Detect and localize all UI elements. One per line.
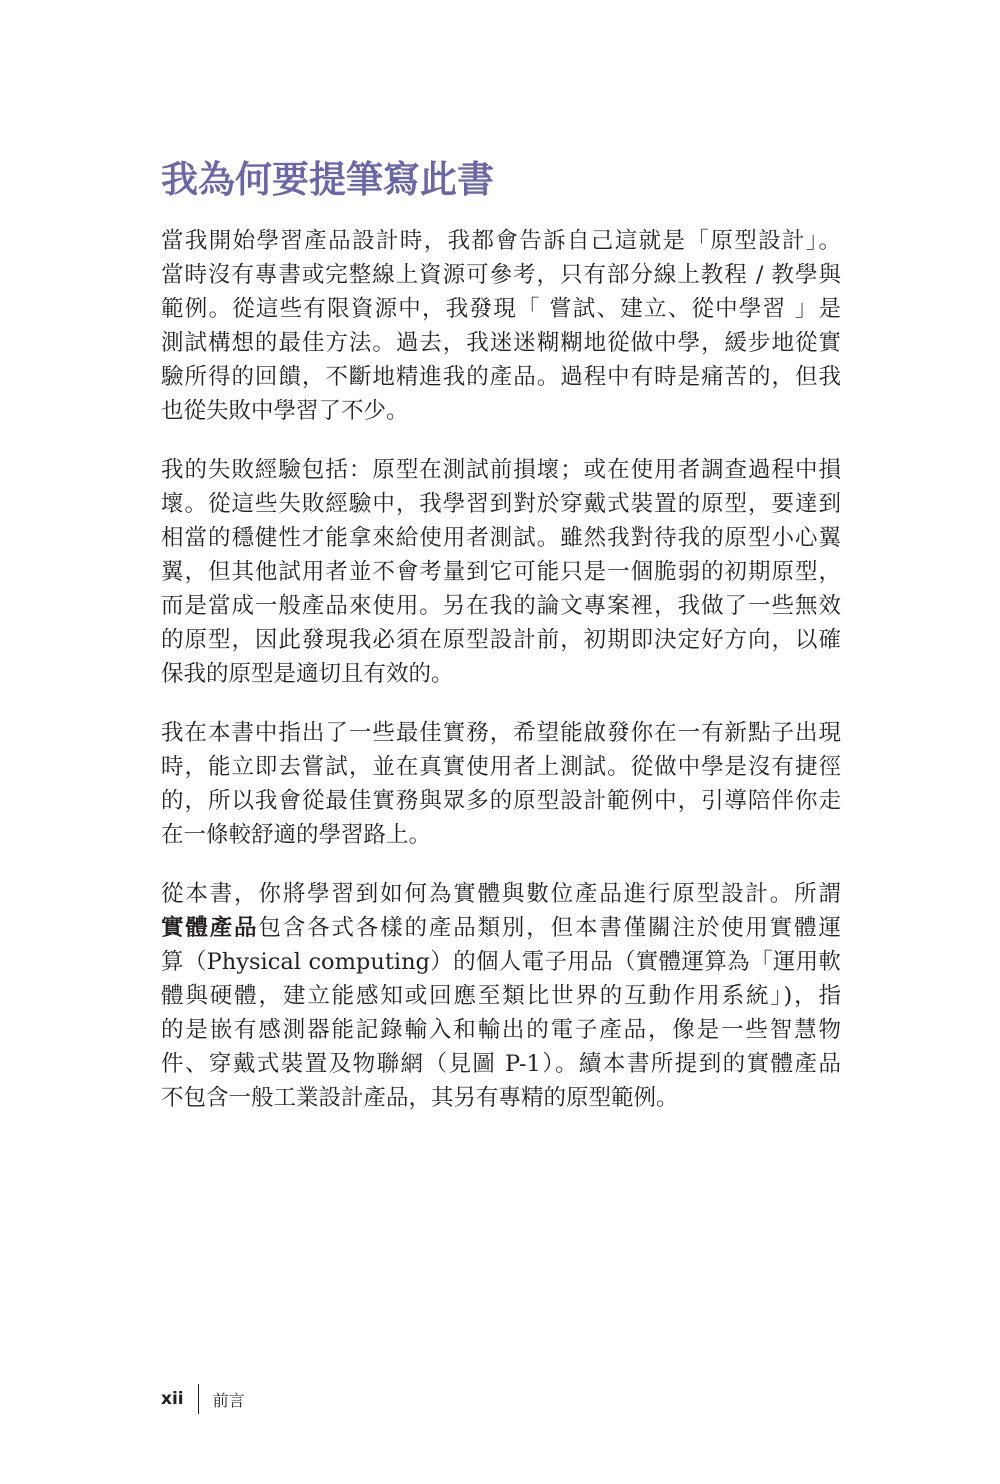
page-number: xii — [161, 1389, 184, 1409]
page-title: 我為何要提筆寫此書 — [161, 158, 494, 201]
text-line: 的原型，因此發現我必須在原型設計前，初期即決定好方向，以確 — [161, 627, 841, 653]
text-line: 的是嵌有感測器能記錄輸入和輸出的電子產品，像是一些智慧物 — [161, 1017, 841, 1043]
body-text — [161, 224, 841, 1140]
text-line: 保我的原型是適切且有效的。 — [161, 661, 454, 687]
text-line: 我在本書中指出了一些最佳實務，希望能啟發你在一有新點子出現 — [161, 720, 841, 746]
text-line-with-emphasis — [161, 911, 841, 945]
text-line: 範例。從這些有限資源中，我發現「 嘗試、建立、從中學習 」是 — [161, 296, 841, 322]
text-line: 不包含一般工業設計產品，其另有專精的原型範例。 — [161, 1085, 679, 1111]
paragraph-3 — [161, 716, 841, 852]
text-line: 相當的穩健性才能拿來給使用者測試。雖然我對待我的原型小心翼 — [161, 525, 841, 551]
text-line: 從本書，你將學習到如何為實體與數位產品進行原型設計。所謂 — [161, 881, 841, 907]
paragraph-1 — [161, 224, 841, 428]
paragraph-4 — [161, 877, 841, 1115]
page-footer — [161, 1382, 245, 1416]
text-line: 翼，但其他試用者並不會考量到它可能只是一個脆弱的初期原型， — [161, 559, 841, 585]
text-line: 在一條較舒適的學習路上。 — [161, 822, 432, 848]
text-line: 驗所得的回饋，不斷地精進我的產品。過程中有時是痛苦的，但我 — [161, 364, 841, 390]
section-name: 前言 — [212, 1390, 245, 1410]
footer-divider — [198, 1384, 199, 1414]
text-segment: 包含各式各樣的產品類別，但本書僅關注於使用實體運 — [258, 915, 841, 941]
text-line: 時，能立即去嘗試，並在真實使用者上測試。從做中學是沒有捷徑 — [161, 754, 841, 780]
text-line: 壞。從這些失敗經驗中，我學習到對於穿戴式裝置的原型，要達到 — [161, 491, 841, 517]
text-line: 而是當成一般產品來使用。另在我的論文專案裡，我做了一些無效 — [161, 593, 841, 619]
text-line: 算（Physical computing）的個人電子用品（實體運算為「運用軟 — [161, 949, 841, 975]
text-line: 當我開始學習產品設計時，我都會告訴自己這就是「原型設計」。 — [161, 228, 841, 254]
text-line: 件、穿戴式裝置及物聯網（見圖 P-1）。續本書所提到的實體產品 — [161, 1051, 841, 1077]
emphasized-term: 實體產品 — [161, 915, 259, 941]
text-line: 也從失敗中學習了不少。 — [161, 398, 409, 424]
text-line: 我的失敗經驗包括：原型在測試前損壞；或在使用者調查過程中損 — [161, 457, 841, 483]
text-line: 測試構想的最佳方法。過去，我迷迷糊糊地從做中學，緩步地從實 — [161, 330, 841, 356]
text-line: 的，所以我會從最佳實務與眾多的原型設計範例中，引導陪伴你走 — [161, 788, 841, 814]
text-line: 當時沒有專書或完整線上資源可參考，只有部分線上教程 / 教學與 — [161, 262, 841, 288]
text-line: 體與硬體，建立能感知或回應至類比世界的互動作用系統」)，指 — [161, 983, 841, 1009]
paragraph-2 — [161, 453, 841, 691]
